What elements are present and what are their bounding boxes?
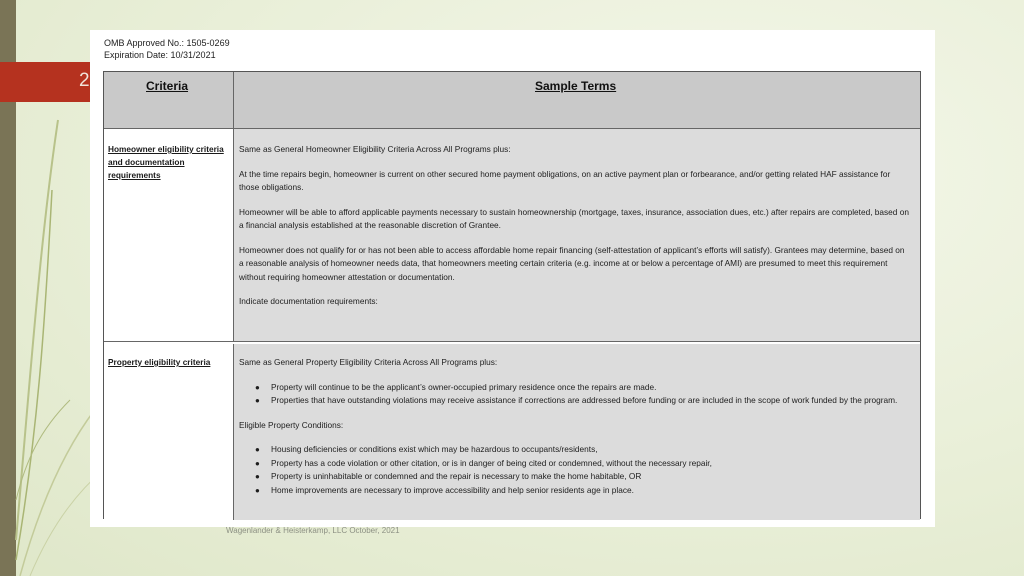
list-item: ● Property will continue to be the applicant’s owner-occupied primary residence once the repairs are made.	[271, 381, 910, 395]
criteria-cell-homeowner	[104, 129, 234, 341]
terms-homeowner	[239, 143, 910, 309]
eligible-conditions-heading: Eligible Property Conditions:	[239, 419, 344, 430]
criteria-header-cell	[104, 72, 234, 128]
list-item: ● Home improvements are necessary to improve accessibility and help senior residents age in place.	[271, 484, 910, 498]
criteria-header: Criteria	[146, 79, 189, 93]
bullet-icon: ●	[255, 472, 260, 481]
document-image	[90, 30, 935, 527]
terms-header-cell	[234, 72, 920, 128]
bullet-icon: ●	[255, 458, 260, 468]
criteria-label-property: Property eligibility criteria	[108, 357, 211, 367]
slide-number: 2	[79, 70, 90, 91]
terms-cell-homeowner	[234, 129, 920, 341]
terms-intro: Same as General Property Eligibility Criteria Across All Programs plus:	[239, 357, 498, 367]
bullet-icon: ●	[255, 485, 260, 495]
terms-paragraph: At the time repairs begin, homeowner is current on other secured home payment obligations, on an active payment plan or forbearance, and/or getting related HAF assistance for those obligations.	[239, 168, 891, 192]
criteria-cell-property	[104, 344, 234, 520]
sample-terms-header: Sample Terms	[535, 79, 617, 93]
list-item: ● Property has a code violation or other citation, or is in danger of being cited or condemned, without the necessary repair,	[271, 457, 910, 471]
bullet-icon: ●	[255, 445, 260, 454]
omb-approved-number: OMB Approved No.: 1505-0269	[104, 38, 230, 48]
bullet-icon: ●	[255, 396, 260, 405]
list-item: ● Housing deficiencies or conditions exist which may be hazardous to occupants/residents,	[271, 443, 910, 457]
terms-paragraph: Homeowner will be able to afford applicable payments necessary to sustain homeownership (mortgage, taxes, insurance, association dues, etc.) after repairs are completed, based on a financial analysis established at the reasonable discretion of Grantee.	[239, 206, 909, 230]
condition-bullets	[239, 443, 910, 497]
terms-paragraph: Indicate documentation requirements:	[239, 296, 378, 306]
property-bullets	[239, 381, 910, 408]
bullet-icon: ●	[255, 382, 260, 392]
terms-paragraph: Homeowner does not qualify for or has not been able to access affordable home repair financing (self-attestation of applicant’s efforts will satisfy). Grantees may determine, based on a reasonable analysis of homeowner needs data, that homeowners meeting certain criteria (e.g. income at or below a percentage of AMI) are presumed to meet this requirement without requiring homeowner attestation or documentation.	[239, 244, 905, 282]
list-item: ● Property is uninhabitable or condemned and the repair is necessary to make the home habitable, OR	[271, 470, 910, 484]
terms-intro: Same as General Homeowner Eligibility Criteria Across All Programs plus:	[239, 144, 511, 154]
footer-credit: Wagenlander & Heisterkamp, LLC October, 2021	[226, 526, 400, 535]
list-item: ● Properties that have outstanding violations may receive assistance if corrections are addressed before funding or are included in the scope of work funded by the program.	[271, 394, 910, 408]
terms-property	[239, 356, 910, 497]
omb-info	[104, 37, 230, 61]
criteria-table	[103, 71, 921, 519]
row-divider	[104, 341, 920, 342]
expiration-date: Expiration Date: 10/31/2021	[104, 50, 216, 60]
criteria-label-homeowner: Homeowner eligibility criteria and documentation requirements	[108, 144, 224, 180]
terms-cell-property	[234, 344, 920, 520]
